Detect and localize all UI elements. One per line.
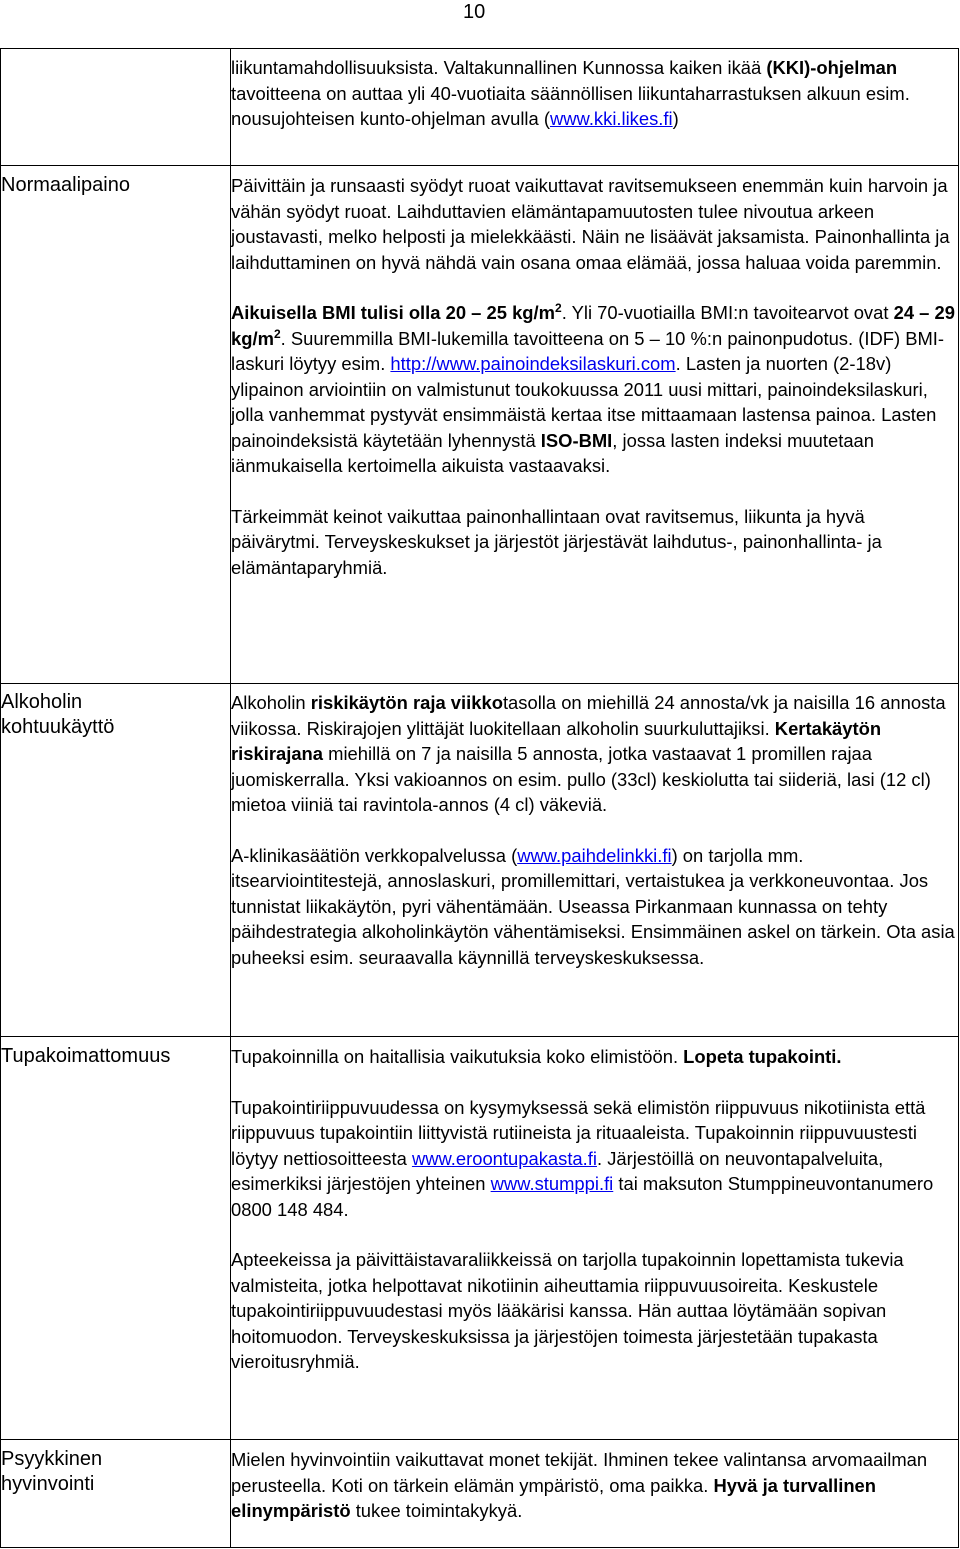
- row-activity: [1, 49, 959, 166]
- text-run: A-klinikasäätiön verkkopalvelussa (: [231, 844, 518, 866]
- bold-text: Aikuisella BMI tulisi olla 20 – 25 kg/m: [231, 302, 556, 323]
- row-label: Tupakoimattomuus: [1, 1045, 171, 1067]
- page-number: 10: [463, 1, 486, 23]
- text-run: liikuntamahdollisuuksista. Valtakunnallinen Kunnossa kaiken ikää: [231, 57, 767, 78]
- paragraph: [231, 1044, 958, 1070]
- row-alcohol: [1, 684, 959, 1037]
- bold-text: 24 – 29 kg/m: [231, 302, 955, 349]
- paragraph: [231, 300, 958, 479]
- text-run: . Suuremmilla BMI-lukemilla tavoitteena on 5 – 10 %:n painonpudotus. (IDF) BMI-laskuri löytyy esim.: [231, 327, 945, 374]
- paragraph: [231, 1247, 958, 1375]
- web-link[interactable]: www.eroontupakasta.fi: [411, 1147, 597, 1169]
- superscript: 2: [555, 301, 562, 315]
- row-label: Psyykkinen: [1, 1448, 103, 1470]
- bold-text: riskikäytön raja viikko: [310, 692, 503, 713]
- text-run: tai maksuton Stumppineuvontanumero 0800 148 484.: [231, 1173, 934, 1220]
- text-run: miehillä on 7 ja naisilla 5 annosta, jotka vastaavat 1 promillen rajaa juomiskerralla. Yksi vakioannos on esim. pullo (33cl) keskiolutta tai siideriä, lasi (12 cl) mietoa viiniä tai ravintola-annos (4 cl) väkeviä.: [231, 743, 931, 815]
- row-normal-weight: [1, 166, 959, 684]
- paragraph: [231, 1095, 958, 1223]
- bold-text: Hyvä ja turvallinen elinympäristö: [231, 1474, 877, 1521]
- text-run: ): [672, 108, 679, 129]
- row-label-cell: [1, 684, 231, 1037]
- bold-text: Kertakäytön riskirajana: [231, 717, 882, 764]
- row-content-cell: [231, 684, 959, 1037]
- web-link[interactable]: www.paihdelinkki.fi: [517, 844, 672, 866]
- row-label-cell: [1, 166, 231, 684]
- paragraph: [231, 1447, 958, 1524]
- text-run: Päivittäin ja runsaasti syödyt ruoat vaikuttavat ravitsemukseen enemmän kuin harvoin ja vähän syödyt ruoat. Laihduttavien elämäntapamuutosten tulee nivoutua arkeen joustavasti, melko helposti ja mielekkäästi. Näin ne lisäävät jaksamista. Painonhallinta ja laihduttaminen on hyvä nähdä vain osana omaa elämää, jossa haluaa voida paremmin.: [231, 175, 950, 273]
- text-run: Alkoholin: [231, 692, 311, 713]
- text-run: , jossa lasten indeksi muutetaan iänmukaisella kertoimella aikuista vastaavaksi.: [231, 429, 875, 476]
- row-label-cell: [1, 1440, 231, 1548]
- paragraph: [231, 173, 958, 275]
- row-mental-wellbeing: [1, 1440, 959, 1548]
- text-run: Tupakoinnilla on haitallisia vaikutuksia koko elimistöön.: [231, 1046, 684, 1067]
- row-label: hyvinvointi: [1, 1473, 95, 1495]
- text-run: ) on tarjolla mm. itsearviointitestejä, annoslaskuri, promillemittari, vertaistukea ja verkkoneuvontaa. Jos tunnistat liikakäytön, pyri vähentämään. Useassa Pirkanmaan kunnassa on tehty päihdestrategia alkoholinkäytön vähentämiseksi. Ensimmäinen askel on tärkein. Ota asia puheeksi esim. seuraavalla käynnillä terveyskeskuksessa.: [231, 844, 955, 968]
- row-non-smoking: [1, 1037, 959, 1440]
- paragraph: [231, 504, 958, 581]
- row-content-cell: [231, 49, 959, 166]
- text-run: Tärkeimmät keinot vaikuttaa painonhallintaan ovat ravitsemus, liikunta ja hyvä päivärytmi. Terveyskeskukset ja järjestöt järjestävät laihdutus-, painonhallinta- ja elämäntaparyhmiä.: [231, 505, 882, 578]
- web-link[interactable]: http://www.painoindeksilaskuri.com: [390, 353, 676, 374]
- text-run: . Lasten ja nuorten (2-18v) ylipainon arviointiin on valmistunut toukokuussa 2011 uusi mittari, painoindeksilaskuri, jolla vanhemmat pystyvät ensimmäistä kertaa itse mittaamaan lastensa painoa. Lasten painoindeksistä käytetään lyhennystä: [231, 353, 937, 451]
- row-content-cell: [231, 1440, 959, 1548]
- row-label: kohtuukäyttö: [1, 716, 115, 738]
- row-label: Alkoholin: [1, 691, 83, 713]
- paragraph: [231, 690, 958, 818]
- bold-text: ISO-BMI: [540, 429, 613, 451]
- text-run: Tupakointiriippuvuudessa on kysymyksessä sekä elimistön riippuvuus nikotiinista että riippuvuus tupakointiin liittyvistä rutiineista ja rituaaleista. Tupakoinnin riippuvuustesti löytyy nettiosoitteesta: [231, 1096, 926, 1169]
- bold-text: Lopeta tupakointi.: [683, 1046, 842, 1067]
- text-run: . Yli 70-vuotiailla BMI:n tavoitearvot ovat: [561, 302, 894, 323]
- paragraph: [231, 55, 958, 132]
- row-content-cell: [231, 166, 959, 684]
- row-content-cell: [231, 1037, 959, 1440]
- bold-text: (KKI)-ohjelman: [766, 57, 898, 78]
- superscript: 2: [273, 326, 281, 341]
- paragraph: [231, 843, 958, 971]
- text-run: . Järjestöillä on neuvontapalveluita, esimerkiksi järjestöjen yhteinen: [231, 1147, 884, 1194]
- row-label: Normaalipaino: [1, 174, 130, 196]
- text-run: Apteekeissa ja päivittäistavaraliikkeissä on tarjolla tupakoinnin lopettamista tukevia valmisteita, jotka helpottavat nikotiinin aiheuttamia riippuvuusoireita. Keskustele tupakointiriippuvuudestasi myös lääkärisi kanssa. Hän auttaa löytämään sopivan hoitomuodon. Terveyskeskuksissa ja järjestöjen toimesta järjestetään tupakasta vieroitusryhmiä.: [231, 1249, 904, 1372]
- row-label-cell: [1, 49, 231, 166]
- text-run: tasolla on miehillä 24 annosta/vk ja naisilla 16 annosta viikossa. Riskirajojen ylittäjät luokitellaan alkoholin suurkuluttajiksi.: [231, 692, 946, 739]
- text-run: Mielen hyvinvointiin vaikuttavat monet tekijät. Ihminen tekee valintansa arvomaailman perusteella. Koti on tärkein elämän ympäristö, oma paikka.: [231, 1449, 928, 1496]
- health-factors-table: [0, 48, 959, 1548]
- text-run: tukee toimintakykyä.: [350, 1500, 523, 1521]
- web-link[interactable]: www.kki.likes.fi: [549, 108, 673, 129]
- text-run: tavoitteena on auttaa yli 40-vuotiaita säännöllisen liikuntaharrastuksen alkuun esim. nousujohteisen kunto-ohjelman avulla (: [231, 82, 910, 129]
- row-label-cell: [1, 1037, 231, 1440]
- web-link[interactable]: www.stumppi.fi: [490, 1173, 614, 1194]
